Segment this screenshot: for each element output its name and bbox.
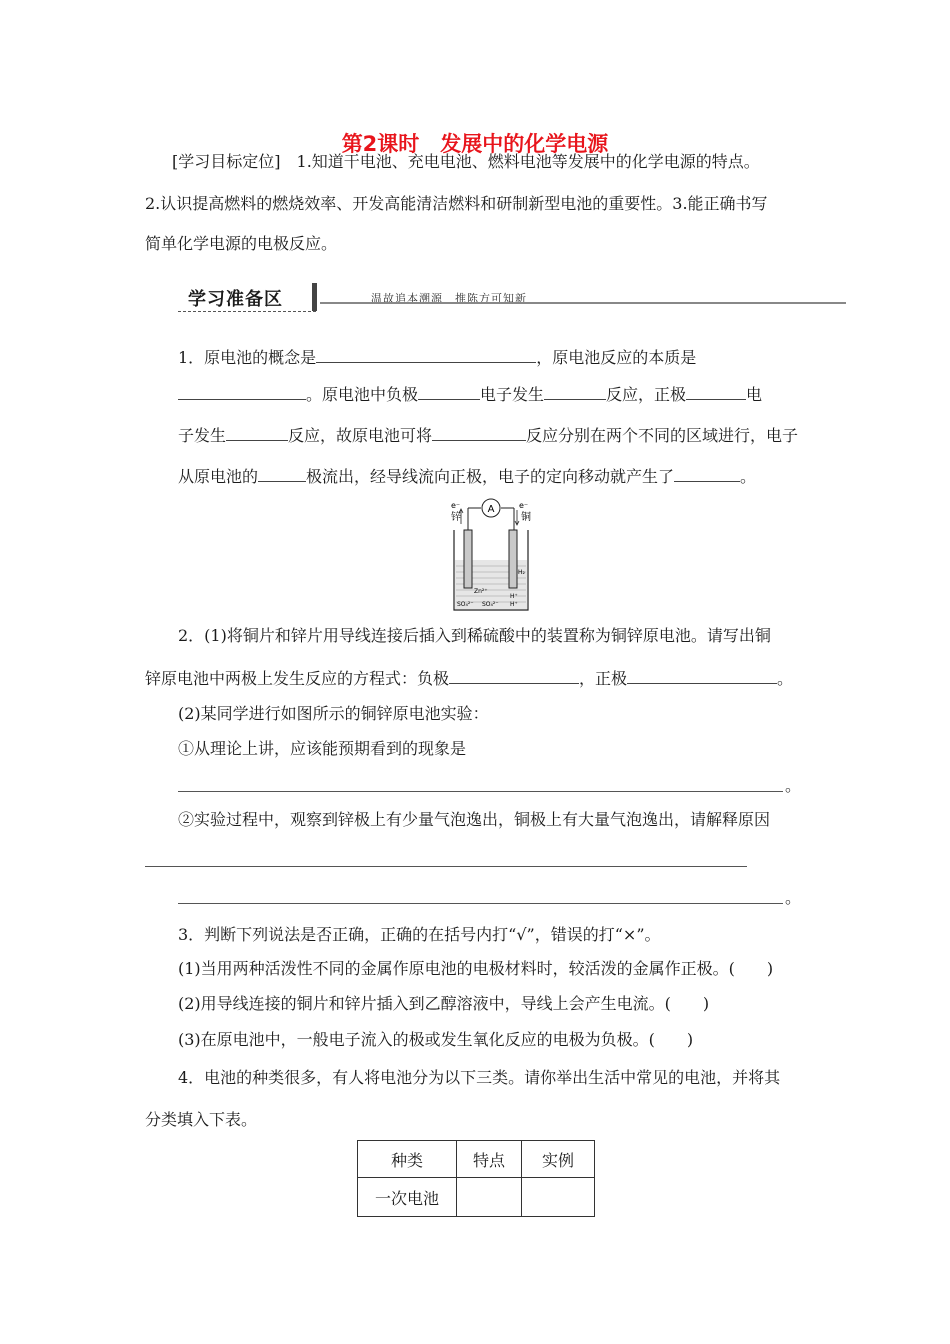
blank[interactable] bbox=[686, 383, 746, 400]
answer-line[interactable] bbox=[145, 866, 747, 867]
answer-line[interactable] bbox=[178, 791, 783, 792]
table-header-row bbox=[358, 1141, 595, 1178]
blank[interactable] bbox=[674, 465, 740, 482]
q2-part-2: (2)某同学进行如图所示的铜锌原电池实验： bbox=[178, 704, 489, 723]
section-divider-bar bbox=[312, 283, 317, 311]
objectives-line-2: 2.认识提高燃料的燃烧效率、开发高能清洁燃料和研制新型电池的重要性。3.能正确书写 bbox=[145, 194, 768, 213]
zn-ion-label: Zn²⁺ bbox=[474, 588, 488, 595]
q2-end-2: 。 bbox=[785, 888, 802, 907]
h-ion-label: H⁺ bbox=[510, 593, 518, 600]
section-subtitle: 温故追本溯源 推陈方可知新 bbox=[371, 292, 527, 305]
q2-text: ，正极 bbox=[579, 669, 628, 688]
q1-line-3 bbox=[178, 424, 798, 446]
h2-label: H₂ bbox=[518, 569, 525, 576]
q1-line-4 bbox=[178, 465, 756, 487]
q1-text: 子发生 bbox=[178, 426, 227, 445]
objectives-text-1: 1.知道干电池、充电电池、燃料电池等发展中的化学电源的特点。 bbox=[296, 152, 760, 171]
q2-circled-2: ②实验过程中，观察到锌极上有少量气泡逸出，铜极上有大量气泡逸出，请解释原因 bbox=[178, 810, 771, 829]
blank[interactable] bbox=[432, 424, 526, 441]
q2-text: 。 bbox=[777, 669, 794, 688]
q1-line-1 bbox=[178, 346, 696, 368]
section-title: 学习准备区 bbox=[188, 289, 283, 310]
q1-text: 1．原电池的概念是 bbox=[178, 348, 317, 367]
battery-classification-table bbox=[357, 1140, 595, 1217]
table-row bbox=[358, 1178, 595, 1217]
table-cell: 一次电池 bbox=[358, 1178, 457, 1217]
q2-line-2 bbox=[145, 667, 793, 689]
blank[interactable] bbox=[178, 383, 306, 400]
q3-line-1: 3．判断下列说法是否正确，正确的在括号内打“√”，错误的打“×”。 bbox=[178, 925, 661, 944]
q2-line-1: 2．(1)将铜片和锌片用导线连接后插入到稀硫酸中的装置称为铜锌原电池。请写出铜 bbox=[178, 626, 771, 645]
answer-line[interactable] bbox=[178, 903, 783, 904]
copper-label: 铜 bbox=[521, 512, 531, 523]
objectives-label: [学习目标定位] bbox=[172, 152, 281, 171]
galvanic-cell-diagram bbox=[446, 496, 536, 616]
copper-electrode bbox=[509, 530, 517, 588]
zinc-electrode bbox=[464, 530, 472, 588]
sulfate-left-label: SO₄²⁻ bbox=[457, 601, 474, 608]
objectives-line-3: 简单化学电源的电极反应。 bbox=[145, 234, 338, 253]
blank[interactable] bbox=[627, 667, 777, 684]
table-header-cell: 实例 bbox=[522, 1141, 595, 1178]
q1-text: 反应，故原电池可将 bbox=[288, 426, 433, 445]
objectives-line-1 bbox=[172, 152, 760, 172]
q3-statement-3: (3)在原电池中，一般电子流入的极或发生氧化反应的电极为负极。( ) bbox=[178, 1030, 694, 1049]
q2-end-1: 。 bbox=[785, 776, 802, 795]
blank[interactable] bbox=[544, 383, 606, 400]
q2-text: 锌原电池中两极上发生反应的方程式：负极 bbox=[145, 669, 450, 688]
table-cell[interactable] bbox=[522, 1178, 595, 1217]
blank[interactable] bbox=[449, 667, 579, 684]
q1-text: 极流出，经导线流向正极，电子的定向移动就产生了 bbox=[306, 467, 675, 486]
section-title-underline bbox=[178, 311, 316, 312]
q1-text: ，原电池反应的本质是 bbox=[536, 348, 697, 367]
q1-text: 。 bbox=[740, 467, 757, 486]
q1-text: 电子发生 bbox=[480, 385, 545, 404]
h-ion-label-2: H⁺ bbox=[510, 601, 518, 608]
blank[interactable] bbox=[418, 383, 480, 400]
q1-line-2 bbox=[178, 383, 762, 405]
zinc-label: 锌 bbox=[451, 512, 461, 523]
section-rule bbox=[320, 302, 846, 304]
page-title: 第2课时 发展中的化学电源 bbox=[341, 132, 609, 156]
q2-circled-1: ①从理论上讲，应该能预期看到的现象是 bbox=[178, 739, 467, 758]
electron-left-label: e⁻ bbox=[451, 501, 461, 510]
q1-text: 。原电池中负极 bbox=[306, 385, 419, 404]
q1-text: 从原电池的 bbox=[178, 467, 259, 486]
q1-text: 反应分别在两个不同的区域进行，电子 bbox=[526, 426, 799, 445]
table-cell[interactable] bbox=[457, 1178, 522, 1217]
q3-statement-2: (2)用导线连接的铜片和锌片插入到乙醇溶液中，导线上会产生电流。( ) bbox=[178, 994, 710, 1013]
blank[interactable] bbox=[226, 424, 288, 441]
q1-text: 反应，正极 bbox=[606, 385, 687, 404]
q1-text: 电 bbox=[746, 385, 763, 404]
blank[interactable] bbox=[258, 465, 306, 482]
q3-statement-1: (1)当用两种活泼性不同的金属作原电池的电极材料时，较活泼的金属作正极。( ) bbox=[178, 959, 774, 978]
ammeter-label: A bbox=[487, 504, 495, 515]
table-header-cell: 种类 bbox=[358, 1141, 457, 1178]
electron-right-label: e⁻ bbox=[519, 501, 529, 510]
q4-line-2: 分类填入下表。 bbox=[145, 1110, 258, 1129]
q4-line-1: 4．电池的种类很多，有人将电池分为以下三类。请你举出生活中常见的电池，并将其 bbox=[178, 1068, 781, 1087]
sulfate-mid-label: SO₄²⁻ bbox=[482, 601, 499, 608]
blank[interactable] bbox=[316, 346, 536, 363]
table-header-cell: 特点 bbox=[457, 1141, 522, 1178]
